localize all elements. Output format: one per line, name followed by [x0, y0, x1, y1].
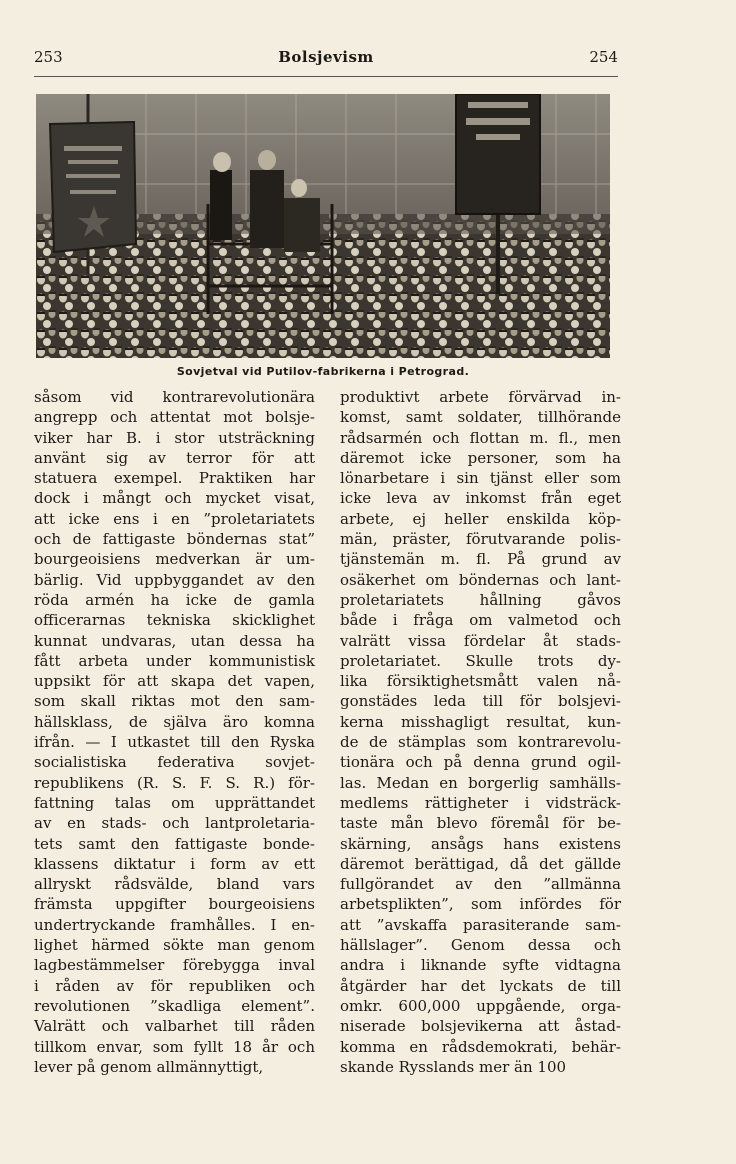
- photo-illustration: [36, 94, 610, 358]
- text-line: hällsklass, de själva äro komna: [34, 712, 315, 731]
- right-text-column: [340, 387, 621, 1077]
- text-line: arbetsplikten”, som infördes för: [340, 895, 621, 914]
- text-line: lighet härmed sökte man genom: [34, 936, 315, 955]
- page-header: [34, 48, 618, 72]
- text-line: gonstädes leda till för bolsjevi-: [340, 692, 621, 711]
- text-line: hällslager”. Genom dessa och: [340, 936, 621, 955]
- text-line: lika försiktighetsmått valen nå-: [340, 672, 621, 691]
- text-line: osäkerhet om böndernas och lant-: [340, 570, 621, 589]
- text-line: revolutionen ”skadliga element”.: [34, 996, 315, 1015]
- text-line: tillkom envar, som fyllt 18 år och: [34, 1037, 315, 1056]
- text-line: att icke ens i en ”proletariatets: [34, 509, 315, 528]
- text-line: rådsarmén och flottan m. fl., men: [340, 428, 621, 447]
- text-line: proletariatet. Skulle trots dy-: [340, 651, 621, 670]
- text-line: skärning, ansågs hans existens: [340, 834, 621, 853]
- text-line: tjänstemän m. fl. På grund av: [340, 550, 621, 569]
- text-line: som skall riktas mot den sam-: [34, 692, 315, 711]
- text-line: främsta uppgifter bourgeoisiens: [34, 895, 315, 914]
- text-line: angrepp och attentat mot bolsje-: [34, 408, 315, 427]
- text-line: republikens (R. S. F. S. R.) för-: [34, 773, 315, 792]
- text-line: ifrån. — I utkastet till den Ryska: [34, 733, 315, 752]
- text-line: tionära och på denna grund ogil-: [340, 753, 621, 772]
- photo-caption: Sovjetval vid Putilov-fabrikerna i Petrograd.: [176, 365, 470, 378]
- text-line: viker har B. i stor utsträckning: [34, 428, 315, 447]
- text-line: uppsikt för att skapa det vapen,: [34, 672, 315, 691]
- text-line: bourgeoisiens medverkan är um-: [34, 550, 315, 569]
- text-line: bärlig. Vid uppbyggandet av den: [34, 570, 315, 589]
- text-line: medlems rättigheter i vidsträck-: [340, 793, 621, 812]
- running-title: Bolsjevism: [278, 48, 374, 66]
- text-line: såsom vid kontrarevolutionära: [34, 388, 315, 406]
- text-line: däremot icke personer, som ha: [340, 448, 621, 467]
- text-line: av en stads- och lantproletaria-: [34, 814, 315, 833]
- text-line: allryskt rådsvälde, bland vars: [34, 875, 315, 894]
- text-line: fått arbeta under kommunistisk: [34, 651, 315, 670]
- text-line: las. Medan en borgerlig samhälls-: [340, 773, 621, 792]
- text-line: omkr. 600,000 uppgående, orga-: [340, 996, 621, 1015]
- right-page-number: 254: [589, 48, 618, 66]
- text-line: andra i liknande syfte vidtagna: [340, 956, 621, 975]
- text-line: röda armén ha icke de gamla: [34, 590, 315, 609]
- text-line: lönarbetare i sin tjänst eller som: [340, 469, 621, 488]
- text-line: komst, samt soldater, tillhörande: [340, 408, 621, 427]
- text-line: tets samt den fattigaste bonde-: [34, 834, 315, 853]
- left-page-number: 253: [34, 48, 63, 66]
- text-line: socialistiska federativa sovjet-: [34, 753, 315, 772]
- text-line: klassens diktatur i form av ett: [34, 854, 315, 873]
- text-line: de de stämplas som kontrarevolu-: [340, 733, 621, 752]
- text-line: fullgörandet av den ”allmänna: [340, 875, 621, 894]
- text-line: produktivt arbete förvärvad in-: [340, 388, 621, 406]
- text-line: fattning talas om upprättandet: [34, 793, 315, 812]
- text-line: män, präster, förutvarande polis-: [340, 530, 621, 549]
- text-line: arbete, ej heller enskilda köp-: [340, 509, 621, 528]
- text-line: niserade bolsjevikerna att åstad-: [340, 1017, 621, 1036]
- text-line: icke leva av inkomst från eget: [340, 489, 621, 508]
- text-line: dock i mångt och mycket visat,: [34, 489, 315, 508]
- photograph-soviet-election: [36, 94, 610, 358]
- text-line: och de fattigaste böndernas stat”: [34, 530, 315, 549]
- text-line: lever på genom allmännyttigt,: [34, 1057, 264, 1076]
- text-line: använt sig av terror för att: [34, 448, 315, 467]
- text-line: officerarnas tekniska skicklighet: [34, 611, 315, 630]
- text-line: kerna misshagligt resultat, kun-: [340, 712, 621, 731]
- text-line: Valrätt och valbarhet till råden: [34, 1017, 315, 1036]
- text-line: taste mån blevo föremål för be-: [340, 814, 621, 833]
- text-line: åtgärder har det lyckats de till: [340, 976, 621, 995]
- text-line: valrätt vissa fördelar åt stads-: [340, 631, 621, 650]
- text-line: kunnat undvaras, utan dessa ha: [34, 631, 315, 650]
- text-line: i råden av för republiken och: [34, 976, 315, 995]
- text-line: komma en rådsdemokrati, behär-: [340, 1037, 621, 1056]
- left-text-column: [34, 387, 315, 1077]
- text-line: skande Rysslands mer än 100: [340, 1057, 567, 1076]
- text-line: proletariatets hållning gåvos: [340, 590, 621, 609]
- text-line: statuera exempel. Praktiken har: [34, 469, 315, 488]
- text-line: däremot berättigad, då det gällde: [340, 854, 621, 873]
- text-line: både i fråga om valmetod och: [340, 611, 621, 630]
- text-line: lagbestämmelser förebygga inval: [34, 956, 315, 975]
- text-line: undertryckande framhålles. I en-: [34, 915, 315, 934]
- header-rule: [34, 76, 618, 77]
- text-line: att ”avskaffa parasiterande sam-: [340, 915, 621, 934]
